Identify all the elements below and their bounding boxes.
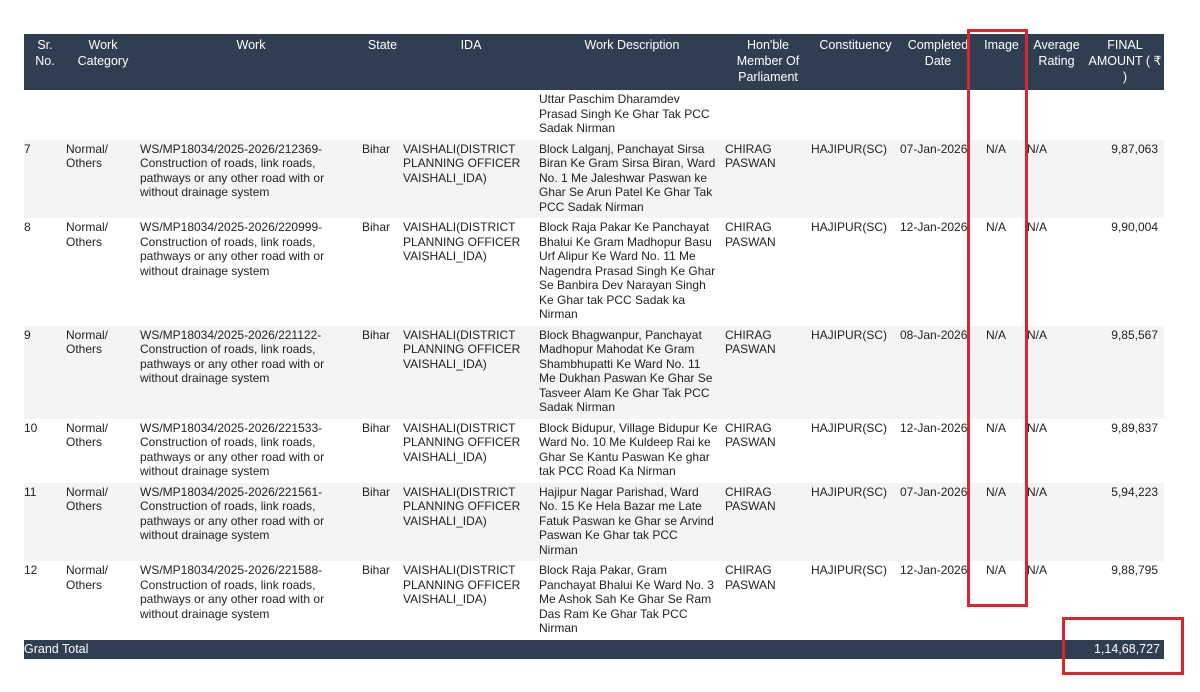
cell-ida: VAISHALI(DISTRICT PLANNING OFFICER VAISHALI_IDA) [403,561,539,640]
col-header-amount[interactable]: FINAL AMOUNT ( ₹ ) [1086,34,1164,90]
cell-image: N/A [976,483,1027,562]
col-header-image[interactable]: Image [976,34,1027,90]
cell-work: WS/MP18034/2025-2026/212369-Construction of roads, link roads, pathways or any other road with or without drainage system [140,140,362,219]
col-header-mp[interactable]: Hon'ble Member Of Parliament [725,34,811,90]
cell-image: N/A [976,326,1027,419]
cell-mp: CHIRAG PASWAN [725,326,811,419]
cell-category: Normal/ Others [66,326,140,419]
table-row-partial [24,90,1164,140]
cell-sr: 9 [24,326,66,419]
col-header-sr[interactable]: Sr. No. [24,34,66,90]
cell-category: Normal/ Others [66,140,140,219]
col-header-description[interactable]: Work Description [539,34,725,90]
cell-work: WS/MP18034/2025-2026/220999-Construction of roads, link roads, pathways or any other road with or without drainage system [140,218,362,326]
cell-date: 07-Jan-2026 [900,483,976,562]
table-row[interactable] [24,419,1164,483]
cell-rating: N/A [1027,419,1086,483]
cell-constituency: HAJIPUR(SC) [811,561,900,640]
col-header-rating[interactable]: Average Rating [1027,34,1086,90]
cell-description: Block Raja Pakar, Gram Panchayat Bhalui Ke Ward No. 3 Me Ashok Sah Ke Ghar Se Ram Das Ram Ke Ghar Tak PCC Nirman [539,561,725,640]
grand-total-label: Grand Total [24,640,140,659]
cell-work: WS/MP18034/2025-2026/221533-Construction of roads, link roads, pathways or any other road with or without drainage system [140,419,362,483]
col-header-ida[interactable]: IDA [403,34,539,90]
cell-mp: CHIRAG PASWAN [725,561,811,640]
cell-amount: 9,88,795 [1086,561,1164,640]
cell-state: Bihar [362,483,403,562]
cell-mp: CHIRAG PASWAN [725,483,811,562]
cell-description: Block Lalganj, Panchayat Sirsa Biran Ke Gram Sirsa Biran, Ward No. 1 Me Jaleshwar Paswan ke Ghar Se Arun Patel Ke Ghar Tak PCC Sadak Nirman [539,140,725,219]
table-row[interactable] [24,218,1164,326]
cell-image: N/A [976,218,1027,326]
cell-ida: VAISHALI(DISTRICT PLANNING OFFICER VAISHALI_IDA) [403,140,539,219]
col-header-state[interactable]: State [362,34,403,90]
table-row[interactable] [24,140,1164,219]
cell-ida: VAISHALI(DISTRICT PLANNING OFFICER VAISHALI_IDA) [403,483,539,562]
cell-description: Block Bidupur, Village Bidupur Ke Ward No. 10 Me Kuldeep Rai ke Ghar Se Kantu Paswan Ke ghar tak PCC Road Ka Nirman [539,419,725,483]
cell-sr: 10 [24,419,66,483]
cell-state: Bihar [362,326,403,419]
cell-rating: N/A [1027,218,1086,326]
cell-ida: VAISHALI(DISTRICT PLANNING OFFICER VAISHALI_IDA) [403,419,539,483]
cell-constituency: HAJIPUR(SC) [811,419,900,483]
cell-description: Hajipur Nagar Parishad, Ward No. 15 Ke Hela Bazar me Late Fatuk Paswan ke Ghar se Arvind Paswan Ke Ghar tak PCC Nirman [539,483,725,562]
cell-image: N/A [976,140,1027,219]
cell-rating: N/A [1027,561,1086,640]
cell-sr: 12 [24,561,66,640]
col-header-constituency[interactable]: Constituency [811,34,900,90]
cell-date: 12-Jan-2026 [900,218,976,326]
cell-image: N/A [976,561,1027,640]
table-row[interactable] [24,561,1164,640]
col-header-category[interactable]: Work Category [66,34,140,90]
cell-description: Block Bhagwanpur, Panchayat Madhopur Mahodat Ke Gram Shambhupatti Ke Ward No. 11 Me Dukhan Paswan Ke Ghar Se Tasveer Alam Ke Ghar Tak PCC Sadak Nirman [539,326,725,419]
cell-sr: 11 [24,483,66,562]
table-row[interactable] [24,326,1164,419]
cell-ida: VAISHALI(DISTRICT PLANNING OFFICER VAISHALI_IDA) [403,218,539,326]
cell-amount: 9,87,063 [1086,140,1164,219]
cell-category: Normal/ Others [66,561,140,640]
cell-mp: CHIRAG PASWAN [725,140,811,219]
cell-amount: 9,85,567 [1086,326,1164,419]
cell-category: Normal/ Others [66,218,140,326]
cell-category: Normal/ Others [66,483,140,562]
cell-ida: VAISHALI(DISTRICT PLANNING OFFICER VAISHALI_IDA) [403,326,539,419]
cell-category: Normal/ Others [66,419,140,483]
works-table [24,34,1164,659]
cell-sr: 8 [24,218,66,326]
cell-state: Bihar [362,140,403,219]
cell-date: 12-Jan-2026 [900,419,976,483]
grand-total-amount: 1,14,68,727 [1086,640,1164,659]
cell-amount: 9,90,004 [1086,218,1164,326]
cell-description: Uttar Paschim Dharamdev Prasad Singh Ke Ghar Tak PCC Sadak Nirman [539,90,725,140]
cell-constituency: HAJIPUR(SC) [811,483,900,562]
cell-work: WS/MP18034/2025-2026/221588-Construction of roads, link roads, pathways or any other road with or without drainage system [140,561,362,640]
cell-description: Block Raja Pakar Ke Panchayat Bhalui Ke Gram Madhopur Basu Urf Alipur Ke Ward No. 11 Me Nagendra Prasad Singh Ke Ghar Se Banbira Dev Narayan Singh Ke Ghar tak PCC Sadak ka Nirman [539,218,725,326]
cell-work: WS/MP18034/2025-2026/221561-Construction of roads, link roads, pathways or any other road with or without drainage system [140,483,362,562]
cell-mp: CHIRAG PASWAN [725,218,811,326]
col-header-work[interactable]: Work [140,34,362,90]
grand-total-row [24,640,1164,659]
table-header-row [24,34,1164,90]
cell-constituency: HAJIPUR(SC) [811,218,900,326]
cell-sr: 7 [24,140,66,219]
cell-amount: 5,94,223 [1086,483,1164,562]
cell-date: 07-Jan-2026 [900,140,976,219]
cell-date: 12-Jan-2026 [900,561,976,640]
cell-work: WS/MP18034/2025-2026/221122-Construction of roads, link roads, pathways or any other road with or without drainage system [140,326,362,419]
cell-constituency: HAJIPUR(SC) [811,140,900,219]
cell-image: N/A [976,419,1027,483]
cell-amount: 9,89,837 [1086,419,1164,483]
cell-mp: CHIRAG PASWAN [725,419,811,483]
cell-rating: N/A [1027,326,1086,419]
cell-state: Bihar [362,419,403,483]
cell-date: 08-Jan-2026 [900,326,976,419]
cell-rating: N/A [1027,483,1086,562]
cell-state: Bihar [362,218,403,326]
col-header-date[interactable]: Completed Date [900,34,976,90]
cell-state: Bihar [362,561,403,640]
cell-constituency: HAJIPUR(SC) [811,326,900,419]
table-row[interactable] [24,483,1164,562]
cell-rating: N/A [1027,140,1086,219]
